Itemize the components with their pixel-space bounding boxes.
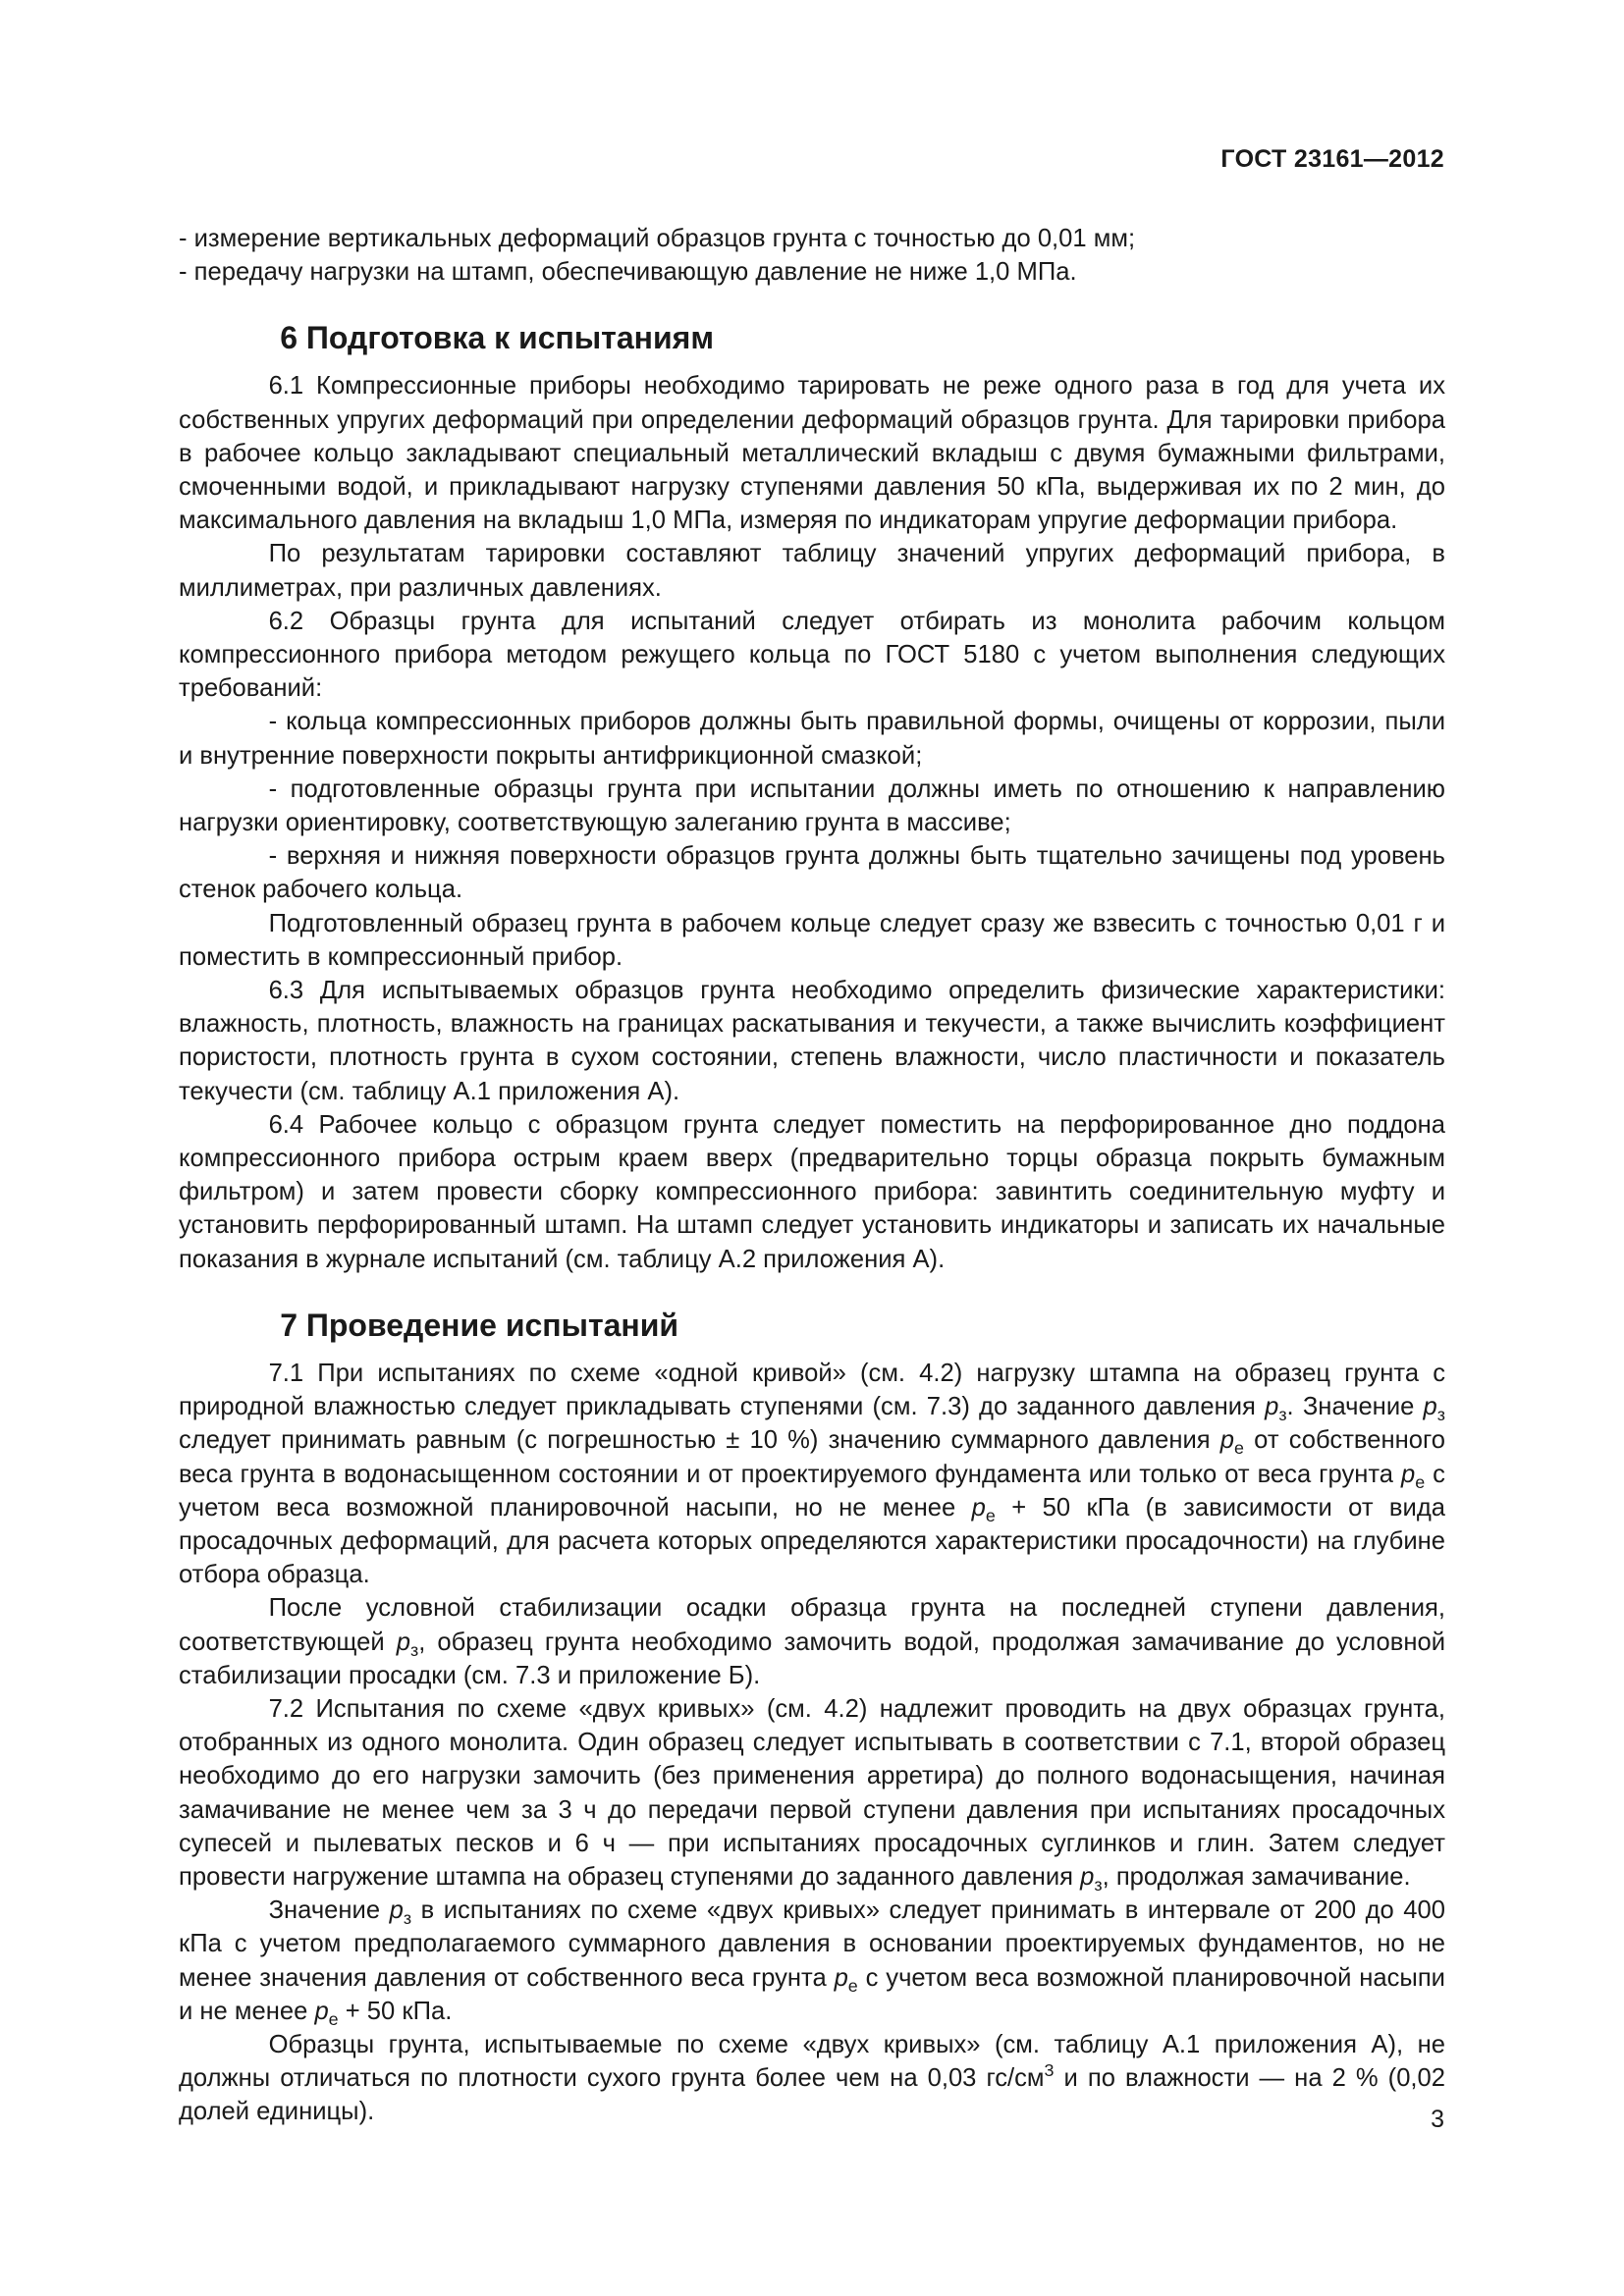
paragraph-7-2b: Значение $p_з$ в испытаниях по схеме «двух кривых» следует принимать в интервале от 200 до 400 кПа с учетом предполагаемого суммарного давления в основании проектируемых фундаментов, но не менее значения давления от собственного веса грунта $p_e$ с учетом веса возможной планировочной насыпи и не менее $p_e + 50$ кПа. [179, 1896, 1446, 2029]
requirement-item: - подготовленные образцы грунта при испытании должны иметь по отношению к направлению нагрузки ориентировку, соответствующую залеганию грунта в массиве; [179, 774, 1445, 837]
requirement-item: - верхняя и нижняя поверхности образцов грунта должны быть тщательно зачищены под уровень стенок рабочего кольца. [179, 842, 1445, 904]
paragraph-6-1b: По результатам тарировки составляют таблицу значений упругих деформаций прибора, в миллиметрах, при различных давлениях. [179, 540, 1445, 602]
document-code: ГОСТ 23161—2012 [1220, 145, 1444, 173]
paragraph-7-2: 7.2 Испытания по схеме «двух кривых» (см. 4.2) надлежит проводить на двух образцах грунта, отобранных из одного монолита. Один образец следует испытывать в соответствии с 7.1, второй образец необходимо до его нагрузки замочить (без применения арретира) до полного водонасыщения, начиная замачивание не менее чем за 3 ч до передачи первой ступени давления при испытаниях просадочных супесей и пылеватых песков и 6 ч — при испытаниях просадочных суглинков и глин. Затем следует провести нагружение штампа на образец ступенями до заданного давления $p_з$, продолжая замачивание. [179, 1694, 1445, 1895]
paragraph-7-1b: После условной стабилизации осадки образца грунта на последней ступени давления, соответствующей $p_з$, образец грунта необходимо замочить водой, продолжая замачивание до условной стабилизации просадки (см. 7.3 и приложение Б). [179, 1594, 1445, 1689]
paragraph-7-1: 7.1 При испытаниях по схеме «одной кривой» (см. 4.2) нагрузку штампа на образец грунта с природной влажностью следует прикладывать ступенями (см. 7.3) до заданного давления $p_з$. Значение $p_з$ следует принимать равным (с погрешностью ± 10 %) значению суммарного давления $p_e$ от собственного веса грунта в водонасыщенном состоянии и от проектируемого фундамента или только от веса грунта $p_e$ с учетом веса возможной планировочной насыпи, но не менее $p_e + 50$ кПа (в зависимости от вида просадочных деформаций, для расчета которых определяются характеристики просадочности) на глубине отбора образца. [179, 1359, 1445, 1589]
paragraph-6-3: 6.3 Для испытываемых образцов грунта необходимо определить физические характеристики: влажность, плотность, влажность на границах раскатывания и текучести, а также вычислить коэффициент пористости, плотность грунта в сухом состоянии, степень влажности, число пластичности и показатель текучести (см. таблицу А.1 приложения А). [179, 977, 1445, 1105]
page-number: 3 [1431, 2106, 1444, 2133]
list-item: - передачу нагрузки на штамп, обеспечивающую давление не ниже 1,0 МПа. [179, 258, 1077, 287]
paragraph-6-2b: Подготовленный образец грунта в рабочем кольце следует сразу же взвесить с точностью 0,01 г и поместить в компрессионный прибор. [179, 909, 1445, 971]
paragraph-7-2c: Образцы грунта, испытываемые по схеме «двух кривых» (см. таблицу А.1 приложения А), не должны отличаться по плотности сухого грунта более чем на 0,03 $гс/см^3$ и по влажности — на 2 % (0,02 долей единицы). [179, 2030, 1446, 2126]
section-7-title: 7 Проведение испытаний [280, 1307, 679, 1343]
page-content [179, 222, 1445, 2129]
list-item: - измерение вертикальных деформаций образцов грунта с точностью до 0,01 мм; [179, 225, 1136, 252]
requirement-item: - кольца компрессионных приборов должны быть правильной формы, очищены от коррозии, пыли и внутренние поверхности покрыты антифрикционной смазкой; [179, 708, 1445, 770]
section-6-title: 6 Подготовка к испытаниям [280, 320, 714, 356]
paragraph-6-4: 6.4 Рабочее кольцо с образцом грунта следует поместить на перфорированное дно поддона компрессионного прибора острым краем вверх (предварительно торцы образца покрыть бумажным фильтром) и затем провести сборку компрессионного прибора: завинтить соединительную муфту и установить перфорированный штамп. На штамп следует установить индикаторы и записать их начальные показания в журнале испытаний (см. таблицу А.2 приложения А). [179, 1110, 1445, 1273]
paragraph-6-1: 6.1 Компрессионные приборы необходимо тарировать не реже одного раза в год для учета их собственных упругих деформаций при определении деформаций образцов грунта. Для тарировки прибора в рабочее кольцо закладывают специальный металлический вкладыш с двумя бумажными фильтрами, смоченными водой, и прикладывают нагрузку ступенями давления 50 кПа, выдерживая их по 2 мин, до максимального давления на вкладыш 1,0 МПа, измеряя по индикаторам упругие деформации прибора. [179, 372, 1445, 535]
paragraph-6-2: 6.2 Образцы грунта для испытаний следует отбирать из монолита рабочим кольцом компрессионного прибора методом режущего кольца по ГОСТ 5180 с учетом выполнения следующих требований: [179, 607, 1445, 703]
